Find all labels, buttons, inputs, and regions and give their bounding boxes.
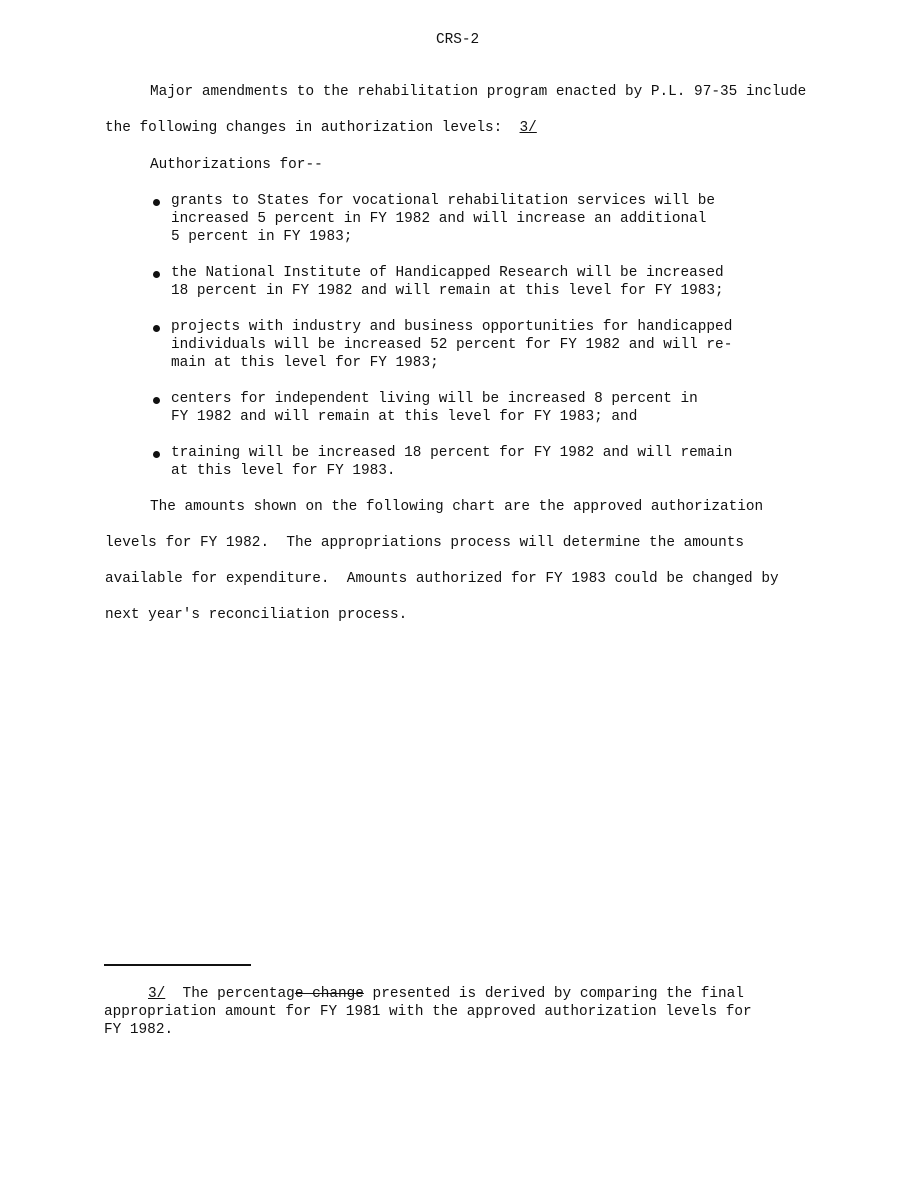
bullet-line: projects with industry and business opportunities for handicapped (171, 319, 733, 335)
bullet-text (171, 390, 698, 426)
footnote-line-1 (148, 985, 744, 1003)
bullet-line: FY 1982 and will remain at this level for FY 1983; and (171, 409, 638, 425)
footnote-line-2: appropriation amount for FY 1981 with the approved authorization levels for (104, 1004, 752, 1020)
authorizations-heading: Authorizations for-- (150, 157, 323, 173)
intro-line-1: Major amendments to the rehabilitation program enacted by P.L. 97-35 include (150, 84, 807, 100)
footnote-struck-text: e change (294, 986, 364, 1002)
bullet-icon (153, 325, 160, 332)
footnote-line-1-pre: The percentag (165, 986, 295, 1002)
chart-paragraph-line-1: The amounts shown on the following chart are the approved authorization (150, 499, 764, 515)
bullet-text (171, 444, 732, 480)
footnote-line-3: FY 1982. (104, 1022, 174, 1038)
bullet-line: individuals will be increased 52 percent for FY 1982 and will re- (171, 337, 733, 353)
bullet-text (171, 192, 715, 246)
bullet-line: 5 percent in FY 1983; (171, 229, 353, 245)
bullet-line: increased 5 percent in FY 1982 and will increase an additional (171, 211, 707, 227)
bullet-icon (153, 397, 160, 404)
chart-paragraph-line-3: available for expenditure. Amounts authorized for FY 1983 could be changed by (105, 571, 779, 587)
bullet-line: 18 percent in FY 1982 and will remain at this level for FY 1983; (171, 283, 724, 299)
bullet-icon (153, 271, 160, 278)
intro-line-2-text: the following changes in authorization levels: (105, 120, 520, 136)
bullet-line: centers for independent living will be increased 8 percent in (171, 391, 698, 407)
bullet-icon (153, 199, 160, 206)
bullet-icon (153, 451, 160, 458)
page-number: CRS-2 (436, 32, 480, 48)
bullet-line: main at this level for FY 1983; (171, 355, 439, 371)
bullet-line: grants to States for vocational rehabilitation services will be (171, 193, 716, 209)
bullet-text (171, 318, 732, 372)
footnote-divider (104, 964, 251, 966)
intro-line-2 (105, 119, 537, 137)
chart-paragraph-line-2: levels for FY 1982. The appropriations process will determine the amounts (105, 535, 745, 551)
bullet-line: training will be increased 18 percent for FY 1982 and will remain (171, 445, 733, 461)
bullet-line: at this level for FY 1983. (171, 463, 396, 479)
bullet-text (171, 264, 724, 300)
footnote-reference: 3/ (519, 120, 537, 136)
bullet-line: the National Institute of Handicapped Research will be increased (171, 265, 724, 281)
footnote-line-1-post: presented is derived by comparing the final (363, 986, 744, 1002)
chart-paragraph-line-4: next year's reconciliation process. (105, 607, 408, 623)
footnote-mark: 3/ (148, 986, 166, 1002)
